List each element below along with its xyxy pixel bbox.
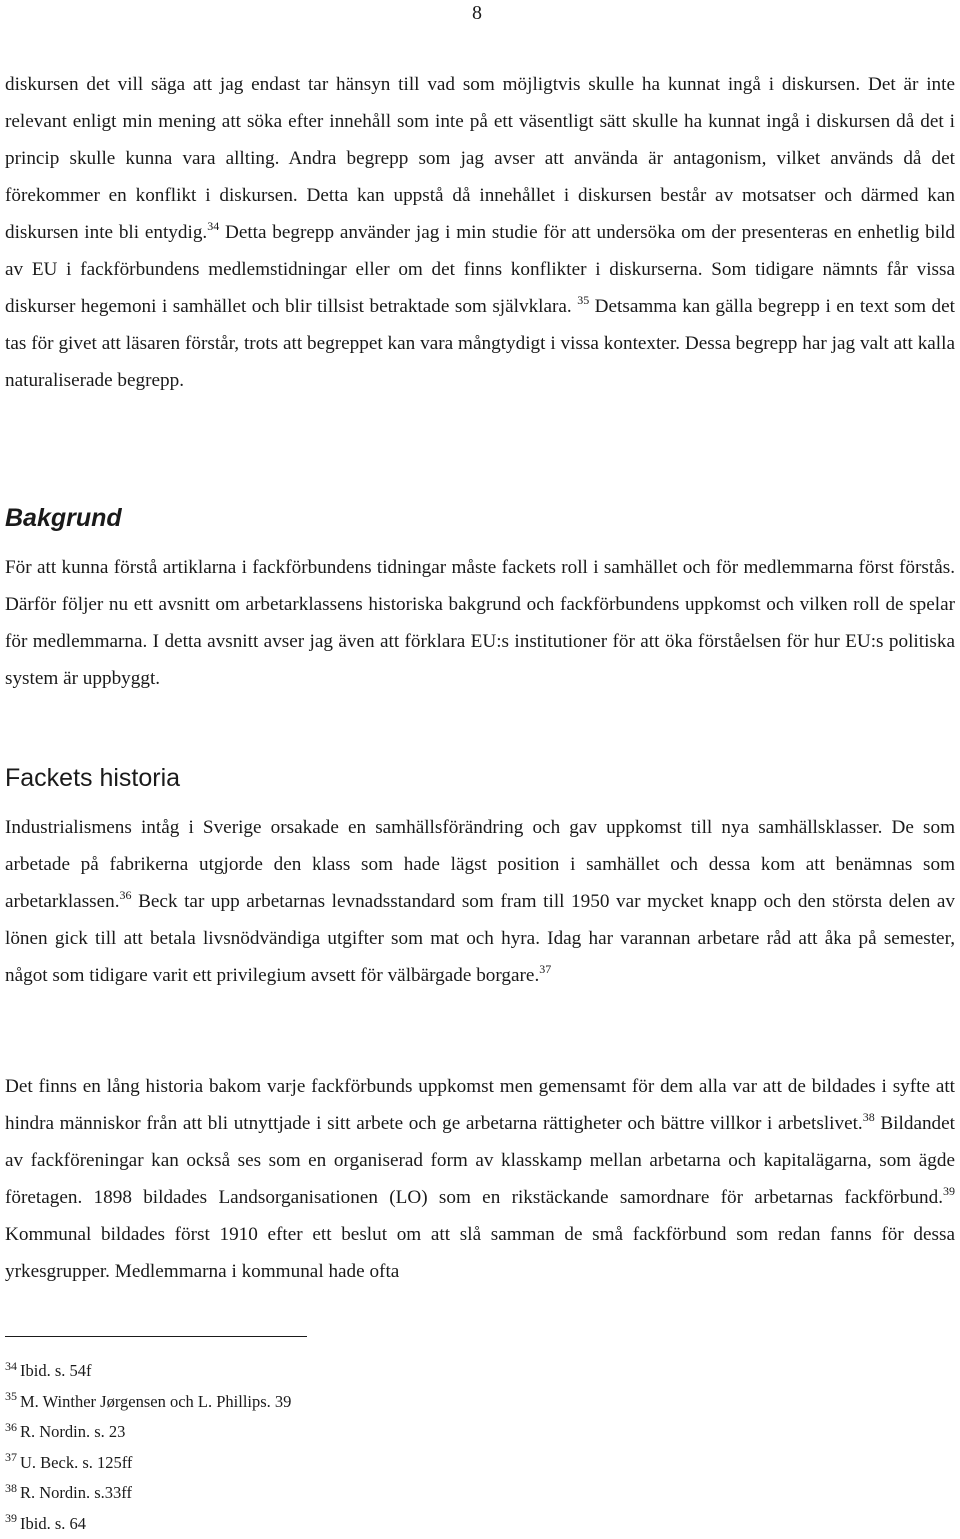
footnote-number: 35 xyxy=(5,1389,17,1403)
footnote-item xyxy=(5,1509,291,1539)
footnote-reference[interactable]: 34 xyxy=(207,219,219,233)
footnote-reference[interactable]: 36 xyxy=(120,888,132,902)
paragraph-text: För att kunna förstå artiklarna i fackförbundens tidningar måste fackets roll i samhället och för medlemmarna först förstås. Därför följer nu ett avsnitt om arbetarklassens historiska bakgrund och fackförbundens uppkomst och vilken roll de spelar för medlemmarna. I detta avsnitt avser jag även att förklara EU:s institutioner för att öka förståelsen för hur EU:s politiska system är uppbyggt. xyxy=(5,557,955,689)
footnote-text: R. Nordin. s.33ff xyxy=(20,1483,132,1502)
paragraph-text: Bildandet av fackföreningar kan också ses som en organiserad form av klasskamp mellan arbetarna och kapitalägarna, som ägde företagen. 1898 bildades Landsorganisationen (LO) som en rikstäckande samordnare för arbetarnas fackförbund. xyxy=(5,1113,955,1208)
paragraph-text: Industrialismens intåg i Sverige orsakade en samhällsförändring och gav uppkomst till nya samhällsklasser. De som arbetade på fabrikerna utgjorde den klass som hade lägst position i samhället och dessa kom att benämnas som arbetarklassen. xyxy=(5,817,955,912)
footnote-item xyxy=(5,1356,291,1387)
footnote-number: 36 xyxy=(5,1420,17,1434)
footnote-number: 38 xyxy=(5,1481,17,1495)
footnote-reference[interactable]: 35 xyxy=(577,293,589,307)
footnote-reference[interactable]: 37 xyxy=(539,962,551,976)
footnote-text: U. Beck. s. 125ff xyxy=(20,1453,132,1472)
paragraph-text: Detta begrepp använder jag i min studie för att undersöka om der presenteras en enhetlig bild av EU i fackförbundens medlemstidningar eller om det finns konflikter i diskurserna. Som tidigare nämnts får vissa diskurser hegemoni i samhället och blir tillsist betraktade som självklara. xyxy=(5,222,955,317)
paragraph-text: Beck tar upp arbetarnas levnadsstandard som fram till 1950 var mycket knapp och den största delen av lönen gick till att betala livsnödvändiga utgifter som mat och hyra. Idag har varannan arbetare råd att åka på semester, något som tidigare varit ett privilegium avsett för välbärgade borgare. xyxy=(5,891,955,986)
body-paragraph xyxy=(5,809,955,994)
footnotes-list xyxy=(5,1356,291,1539)
footnote-text: Ibid. s. 54f xyxy=(20,1361,92,1380)
body-paragraph xyxy=(5,1068,955,1290)
paragraph-text: Detsamma kan gälla begrepp i en text som det tas för givet att läsaren förstår, trots att begreppet kan vara mångtydigt i vissa kontexter. Dessa begrepp har jag valt att kalla naturaliserade begrepp. xyxy=(5,296,955,391)
footnote-number: 37 xyxy=(5,1450,17,1464)
paragraph-text: diskursen det vill säga att jag endast tar hänsyn till vad som möjligtvis skulle ha kunnat ingå i diskursen. Det är inte relevant enligt min mening att söka efter innehåll som inte på ett väsentligt sätt skulle ha kunnat ingå i diskursen då det i princip skulle kunna vara allting. Andra begrepp som jag avser att använda är antagonism, vilket används då det förekommer en konflikt i diskursen. Detta kan uppstå då innehållet i diskursen består av motsatser och därmed kan diskursen inte bli entydig. xyxy=(5,74,955,243)
section-heading-bakgrund: Bakgrund xyxy=(5,502,122,534)
body-paragraph xyxy=(5,66,955,399)
footnote-reference[interactable]: 39 xyxy=(943,1184,955,1198)
paragraph-text: Kommunal bildades först 1910 efter ett beslut om att slå samman de små fackförbund som redan fanns för dessa yrkesgrupper. Medlemmarna i kommunal hade ofta xyxy=(5,1224,955,1282)
footnote-text: Ibid. s. 64 xyxy=(20,1514,86,1533)
footnote-item xyxy=(5,1478,291,1509)
footnote-item xyxy=(5,1417,291,1448)
footnote-number: 34 xyxy=(5,1359,17,1373)
footnote-divider xyxy=(5,1336,307,1337)
footnote-item xyxy=(5,1387,291,1418)
footnote-text: R. Nordin. s. 23 xyxy=(20,1422,125,1441)
paragraph-text: Det finns en lång historia bakom varje fackförbunds uppkomst men gemensamt för dem alla var att de bildades i syfte att hindra människor från att bli utnyttjade i sitt arbete och ge arbetarna rättigheter och bättre villkor i arbetslivet. xyxy=(5,1076,955,1134)
footnote-number: 39 xyxy=(5,1511,17,1525)
section-heading-fackets-historia: Fackets historia xyxy=(5,762,180,794)
body-paragraph xyxy=(5,549,955,697)
footnote-reference[interactable]: 38 xyxy=(863,1110,875,1124)
page-number: 8 xyxy=(472,0,482,26)
footnote-item xyxy=(5,1448,291,1479)
footnote-text: M. Winther Jørgensen och L. Phillips. 39 xyxy=(20,1392,291,1411)
